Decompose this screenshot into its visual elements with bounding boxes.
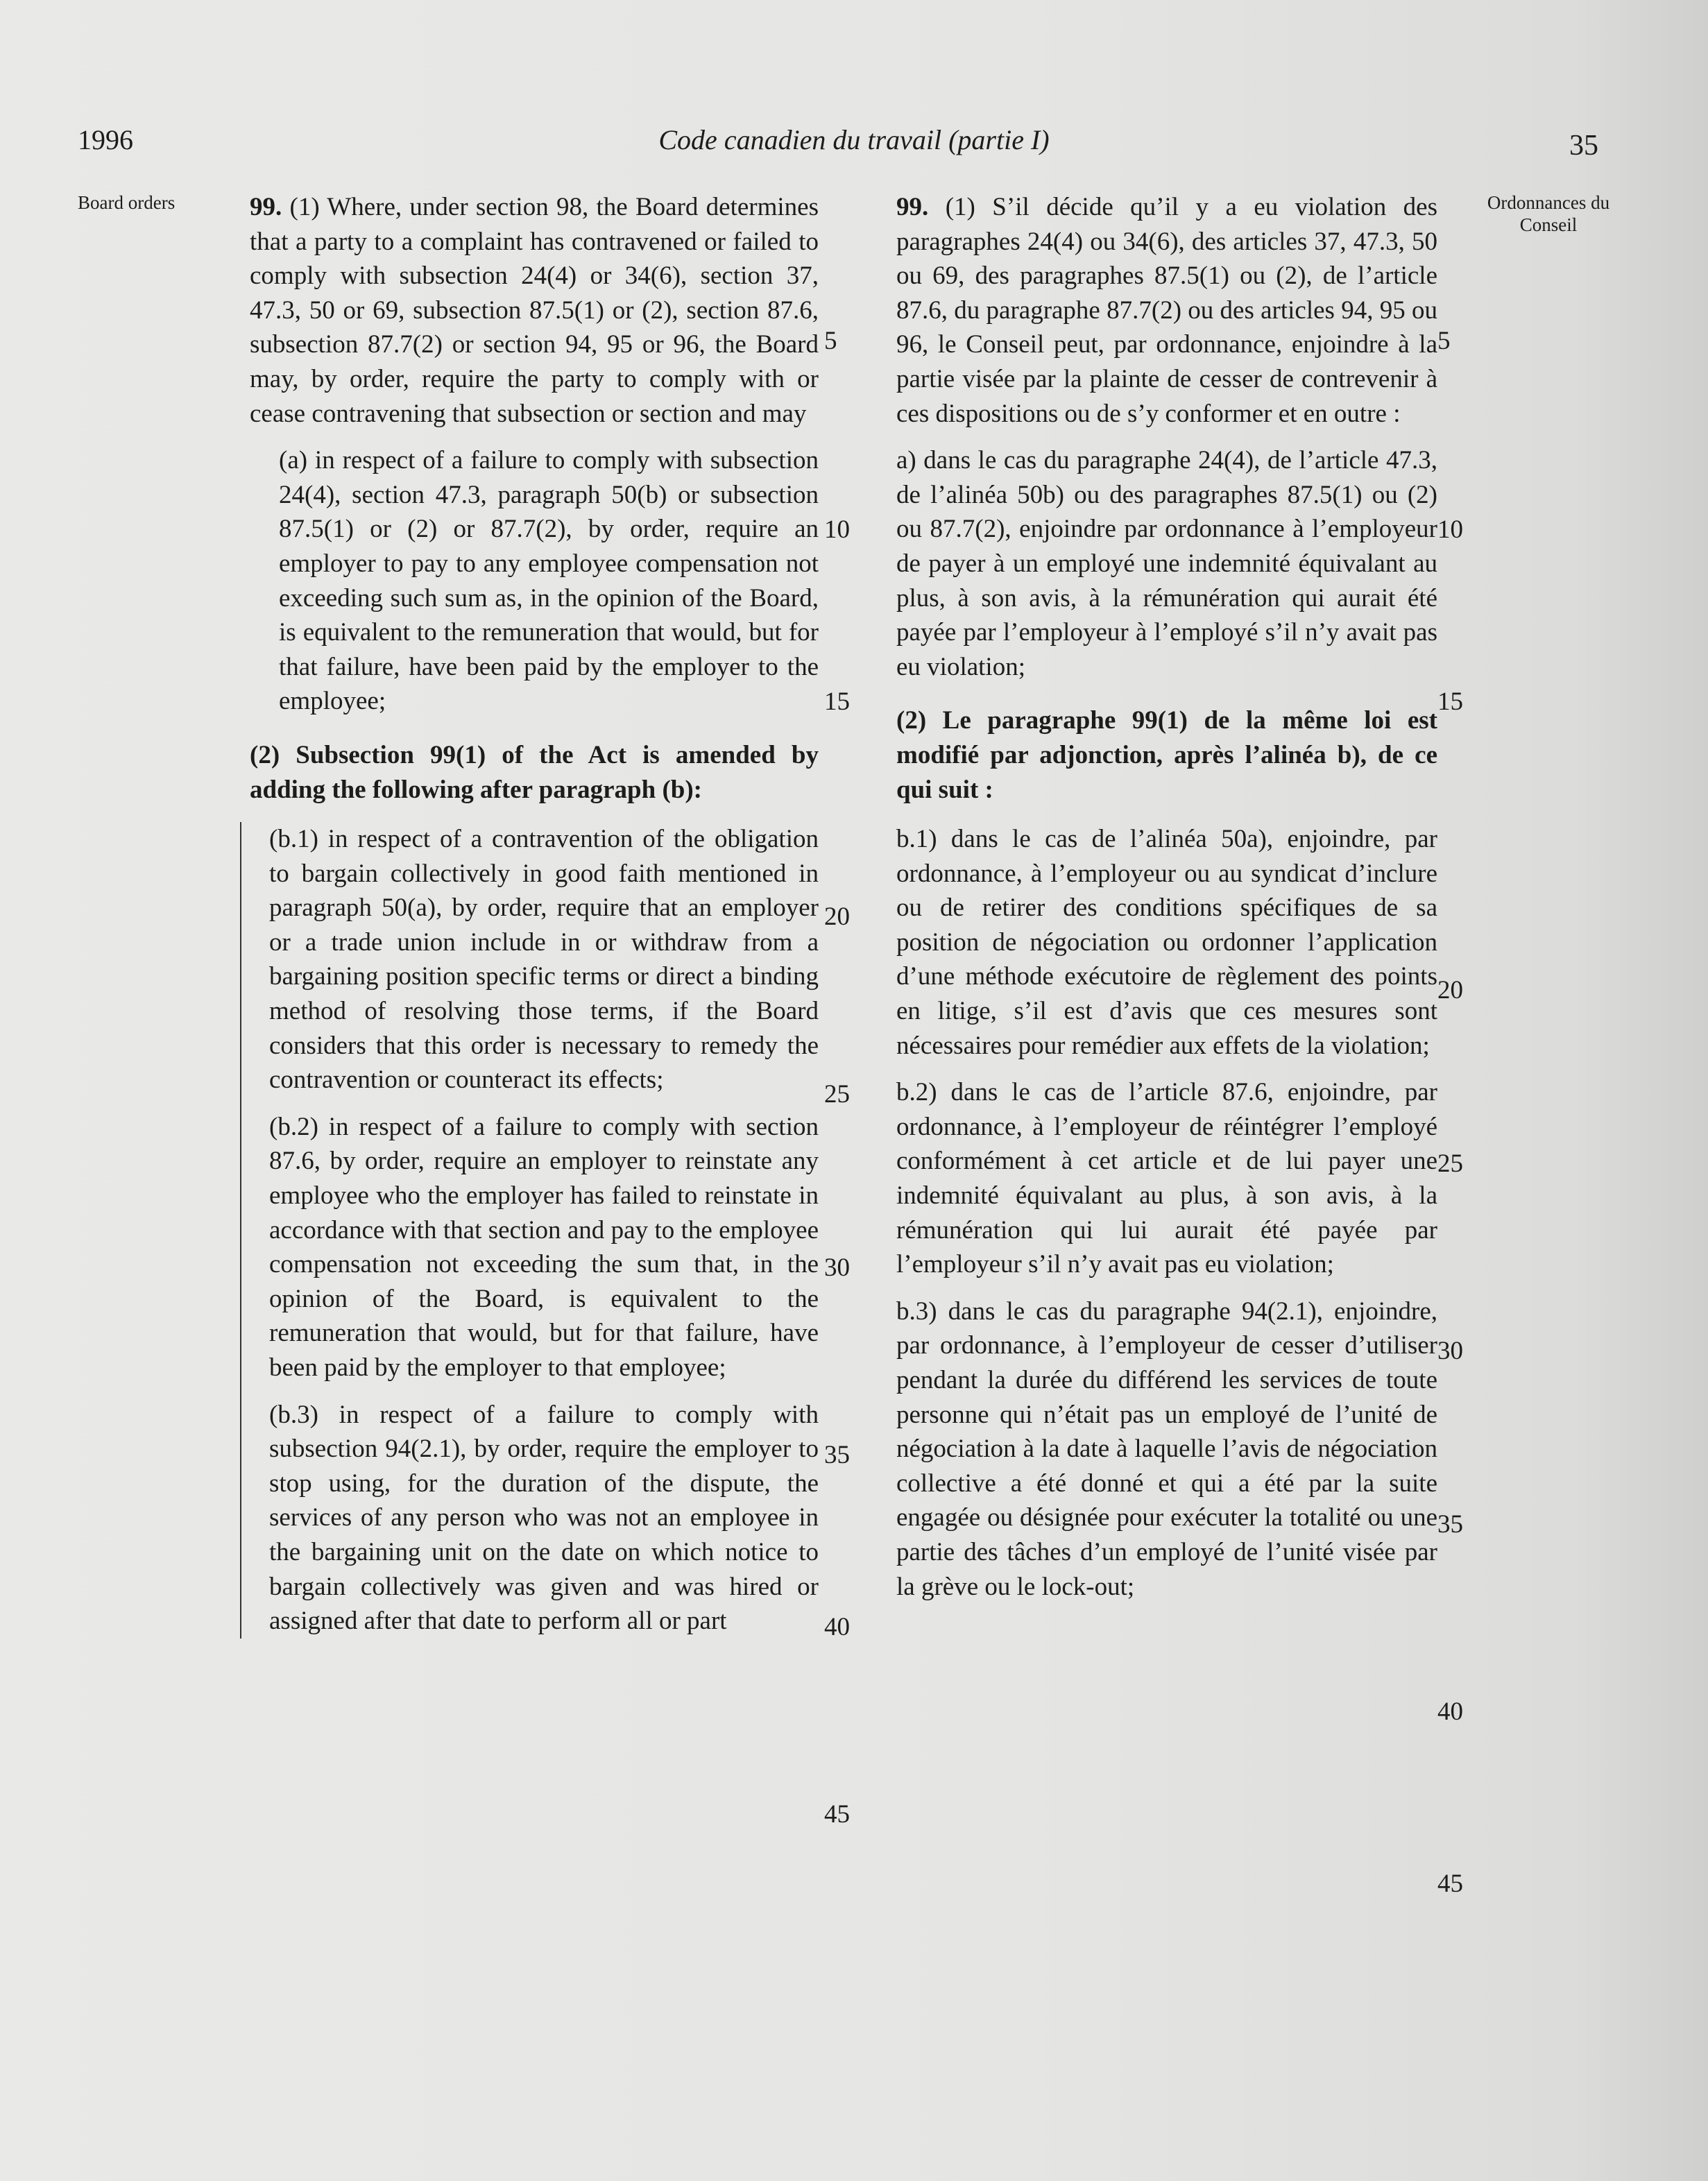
amendment-heading-english: (2) Subsection 99(1) of the Act is amended by adding the following after paragraph (b): <box>250 740 819 804</box>
margin-note-french: Ordonnances du Conseil <box>1487 192 1610 235</box>
line-number-english: 20 <box>824 903 850 931</box>
line-number-french: 25 <box>1437 1149 1463 1178</box>
section-number: 99. <box>250 193 282 221</box>
line-number-english: 40 <box>824 1613 850 1641</box>
line-number-english: 25 <box>824 1080 850 1109</box>
line-number-english: 35 <box>824 1441 850 1469</box>
margin-note-english: Board orders <box>78 192 176 213</box>
line-number-french: 20 <box>1437 976 1463 1004</box>
paragraph-b1-english: (b.1) in respect of a contravention of the obligation to bargain collectively in good faith mentioned in paragraph 50(a), by order, require that an employer or a trade union include in or withdraw from a bargaining position specific terms or direct a binding method of resolving those terms, if the Board considers that this order is necessary to remedy the contravention or counteract its effects; <box>269 825 819 1095</box>
line-number-french: 45 <box>1437 1870 1463 1898</box>
line-number-french: 10 <box>1437 515 1463 544</box>
line-number-english: 15 <box>824 687 850 716</box>
line-number-english: 5 <box>824 327 837 355</box>
line-number-french: 15 <box>1437 687 1463 716</box>
line-number-english: 30 <box>824 1254 850 1282</box>
page-number: 35 <box>1569 130 1598 162</box>
line-number-english: 10 <box>824 515 850 544</box>
paragraph-b3-english: (b.3) in respect of a failure to comply with subsection 94(2.1), by order, require the employer to stop using, for the duration of the dispute, the services of any person who was not an employee in the bargaining unit on the date on which notice to bargain collectively was given and was hired or assigned after that date to perform all or part <box>269 1400 819 1636</box>
paragraph-b3-french: b.3) dans le cas du paragraphe 94(2.1), enjoindre, par ordonnance, à l’employeur de cesser d’utiliser pendant la durée du différend les services de toute personne qui n’était pas un employé de l’unité de négociation à la date à laquelle l’avis de négociation collective a été donné et qui a été par la suite engagée ou désignée pour exécuter la totalité ou une partie des tâches d’un employé de l’unité visée par la grève ou le lock-out; <box>896 1297 1437 1601</box>
paragraph-b2-english: (b.2) in respect of a failure to comply with section 87.6, by order, require an employer to reinstate any employee who the employer has failed to reinstate in accordance with that section and pay to the employee compensation not exceeding the sum that, in the opinion of the Board, is equivalent to the remuneration that would, but for that failure, have been paid by the employer to that employee; <box>269 1112 819 1382</box>
section-text: (1) S’il décide qu’il y a eu violation des paragraphes 24(4) ou 34(6), des articles 37, 47.3, 50 ou 69, des paragraphes 87.5(1) ou (2), de l’article 87.6, du paragraphe 87.7(2) ou des articles 94, 95 ou 96, le Conseil peut, par ordonnance, enjoindre à la partie visée par la plainte de cesser de contrevenir à ces dispositions ou de s’y conformer et en outre : <box>896 193 1437 428</box>
section-text: (1) Where, under section 98, the Board determines that a party to a complaint has contravened or failed to comply with subsection 24(4) or 34(6), section 37, 47.3, 50 or 69, subsection 87.5(1) or (2), section 87.6, subsection 87.7(2) or section 94, 95 or 96, the Board may, by order, require the party to comply with or cease contravening that subsection or section and may <box>250 193 819 428</box>
line-number-french: 30 <box>1437 1337 1463 1365</box>
section-number: 99. <box>896 193 929 221</box>
line-number-english: 45 <box>824 1800 850 1829</box>
amendment-heading-french: (2) Le paragraphe 99(1) de la même loi est modifié par adjonction, après l’alinéa b), de ce qui suit : <box>896 706 1437 804</box>
header-year: 1996 <box>78 124 133 155</box>
line-number-french: 40 <box>1437 1697 1463 1726</box>
section-99-1-english <box>250 190 819 431</box>
amendment-block-french <box>896 822 1437 1604</box>
english-column <box>250 190 819 1651</box>
line-number-french: 35 <box>1437 1510 1463 1539</box>
line-number-french: 5 <box>1437 327 1451 355</box>
paragraph-b1-french: b.1) dans le cas de l’alinéa 50a), enjoindre, par ordonnance, à l’employeur ou au syndicat d’inclure ou de retirer des conditions spécifiques de sa position de négociation ou ordonner l’application d’une méthode exécutoire de règlement des points en litige, s’il est d’avis que ces mesures sont nécessaires pour remédier aux effets de la violation; <box>896 825 1437 1060</box>
paragraph-a-english: (a) in respect of a failure to comply with subsection 24(4), section 47.3, paragraph 50(b) or subsection 87.5(1) or (2) or 87.7(2), by order, require an employer to pay to any employee compensation not exceeding such sum as, in the opinion of the Board, is equivalent to the remuneration that would, but for that failure, have been paid by the employer to the employee; <box>279 446 819 716</box>
french-column <box>896 190 1437 1616</box>
amendment-block-english <box>240 822 819 1639</box>
paragraph-a-french: a) dans le cas du paragraphe 24(4), de l’article 47.3, de l’alinéa 50b) ou des paragraphes 87.5(1) ou (2) ou 87.7(2), enjoindre par ordonnance à l’employeur de payer à un employé une indemnité équivalant au plus, à son avis, à la rémunération qui aurait été payée par l’employeur à l’employé s’il n’y avait pas eu violation; <box>896 446 1437 681</box>
header-title: Code canadien du travail (partie I) <box>658 124 1050 155</box>
section-99-1-french <box>896 190 1437 431</box>
paragraph-b2-french: b.2) dans le cas de l’article 87.6, enjoindre, par ordonnance, à l’employeur de réintégrer l’employé conformément à cet article et de lui payer une indemnité équivalant au plus, à son avis, à la rémunération qui lui aurait été payée par l’employeur s’il n’y avait pas eu violation; <box>896 1078 1437 1279</box>
